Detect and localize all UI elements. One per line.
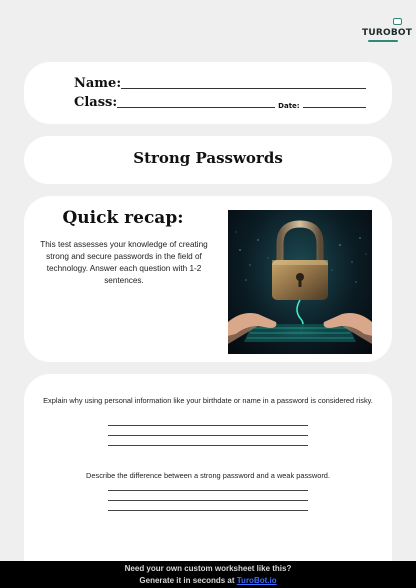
logo-underline	[368, 40, 398, 42]
title-card	[24, 136, 392, 184]
name-line[interactable]	[121, 88, 366, 89]
name-row	[74, 76, 366, 92]
logo-mark-icon	[393, 18, 402, 25]
answer-line[interactable]	[108, 490, 308, 491]
answer-line[interactable]	[108, 500, 308, 501]
promo-footer	[0, 561, 416, 588]
recap-card	[24, 196, 392, 362]
student-info-card	[24, 62, 392, 124]
padlock-keyboard-image	[228, 210, 372, 354]
turobot-logo	[362, 22, 413, 48]
logo-text: TUROBOT	[362, 28, 413, 38]
class-label: Class:	[74, 95, 118, 110]
page-title: Strong Passwords	[133, 149, 283, 167]
answer-line[interactable]	[108, 445, 308, 446]
recap-heading: Quick recap:	[62, 208, 184, 228]
recap-body: This test assesses your knowledge of creating strong and secure passwords in the field of technology. Answer each question with 1-2 sentences.	[40, 240, 208, 285]
class-line[interactable]	[117, 107, 275, 108]
questions-card	[24, 374, 392, 588]
padlock-illustration-icon	[228, 210, 372, 354]
footer-line-1: Need your own custom worksheet like this?	[124, 564, 292, 573]
question-1: Explain why using personal information like your birthdate or name in a password is considered risky.	[43, 396, 373, 405]
answer-line[interactable]	[108, 510, 308, 511]
footer-prefix: Generate it in seconds at	[139, 576, 237, 585]
answer-line[interactable]	[108, 435, 308, 436]
name-label: Name:	[74, 76, 122, 91]
answer-line[interactable]	[108, 425, 308, 426]
date-line[interactable]	[303, 107, 366, 108]
class-row	[74, 95, 366, 111]
question-2: Describe the difference between a strong password and a weak password.	[86, 471, 330, 480]
footer-line-2	[0, 575, 416, 587]
turobot-link[interactable]: TuroBot.io	[236, 576, 277, 585]
date-label: Date:	[278, 102, 300, 110]
